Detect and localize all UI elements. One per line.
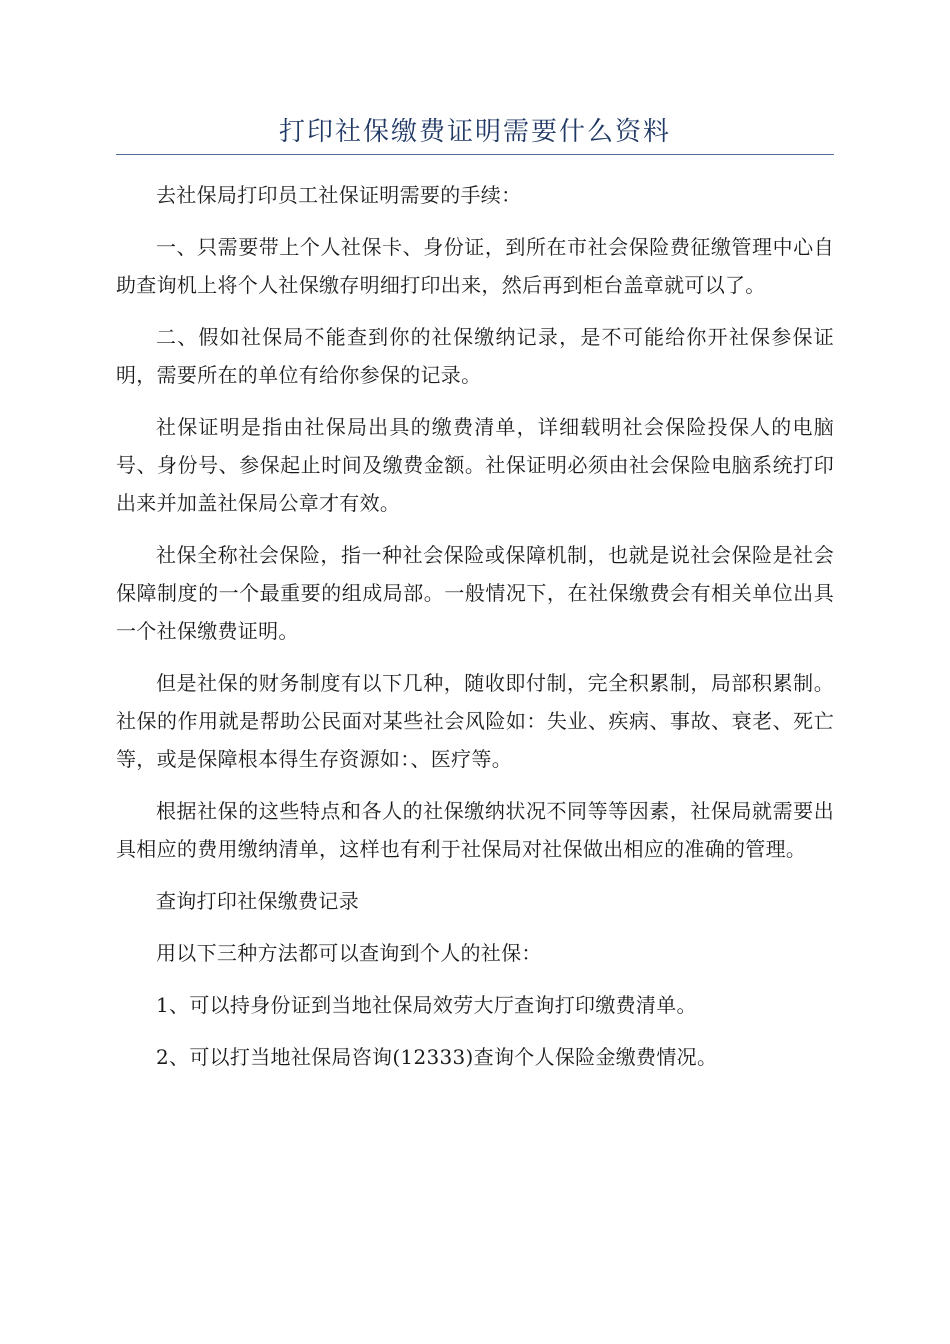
- paragraph-financial-system: 但是社保的财务制度有以下几种，随收即付制，完全积累制，局部积累制。社保的作用就是帮助公民面对某些社会风险如：失业、疾病、事故、衰老、死亡等，或是保障根本得生存资源如：、医疗等。: [116, 671, 834, 771]
- paragraph-intro: 去社保局打印员工社保证明需要的手续：: [156, 183, 522, 207]
- paragraph-method-one: 1、可以持身份证到当地社保局效劳大厅查询打印缴费清单。: [156, 993, 697, 1017]
- paragraph-subheading: 查询打印社保缴费记录: [156, 889, 359, 913]
- paragraph-step-two: 二、假如社保局不能查到你的社保缴纳记录，是不可能给你开社保参保证明，需要所在的单位有给你参保的记录。: [116, 325, 834, 387]
- paragraph-reason: 根据社保的这些特点和各人的社保缴纳状况不同等等因素，社保局就需要出具相应的费用缴纳清单，这样也有利于社保局对社保做出相应的准确的管理。: [116, 799, 834, 861]
- paragraph-social-insurance: 社保全称社会保险，指一种社会保险或保障机制，也就是说社会保险是社会保障制度的一个最重要的组成局部。一般情况下，在社保缴费会有相关单位出具一个社保缴费证明。: [116, 543, 834, 643]
- paragraph-step-one: 一、只需要带上个人社保卡、身份证，到所在市社会保险费征缴管理中心自助查询机上将个人社保缴存明细打印出来，然后再到柜台盖章就可以了。: [116, 235, 834, 297]
- title-underline: [116, 154, 834, 155]
- document-body: [116, 176, 834, 1090]
- paragraph-method-two: 2、可以打当地社保局咨询(12333)查询个人保险金缴费情况。: [156, 1045, 718, 1069]
- paragraph-definition: 社保证明是指由社保局出具的缴费清单，详细载明社会保险投保人的电脑号、身份号、参保起止时间及缴费金额。社保证明必须由社会保险电脑系统打印出来并加盖社保局公章才有效。: [116, 415, 834, 515]
- paragraph-methods-intro: 用以下三种方法都可以查询到个人的社保：: [156, 941, 542, 965]
- document-title: 打印社保缴费证明需要什么资料: [278, 117, 671, 147]
